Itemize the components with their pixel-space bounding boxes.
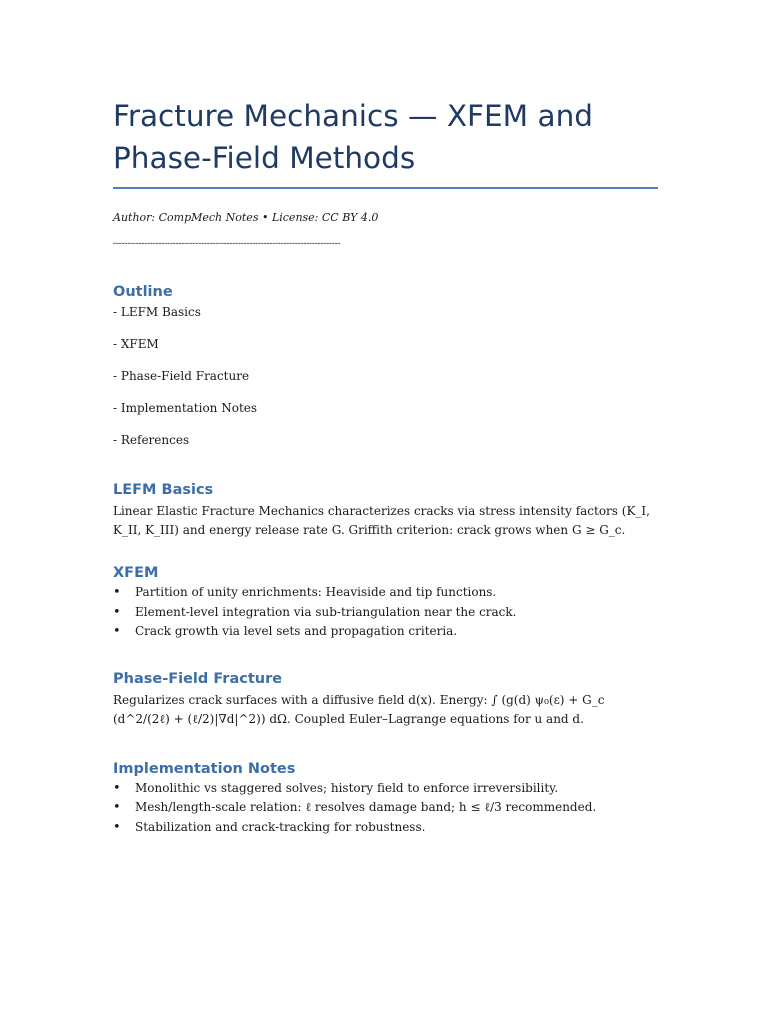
outline-item-phase-field: - Phase-Field Fracture (113, 369, 250, 383)
list-item: • Partition of unity enrichments: Heaviside and tip functions. (113, 583, 658, 603)
outline-list (113, 304, 658, 448)
list-item: • Stabilization and crack-tracking for robustness. (113, 818, 658, 838)
outline-item-implementation: - Implementation Notes (113, 401, 258, 415)
bullet-icon: • (113, 780, 121, 796)
lefm-paragraph: Linear Elastic Fracture Mechanics characterizes cracks via stress intensity factors (K_I, K_II, K_III) and energy release rate G. Griffith criterion: crack grows when G ≥ G_c. (113, 504, 650, 537)
outline-heading: Outline (113, 284, 173, 300)
bullet-icon: • (113, 604, 121, 620)
list-item: • Element-level integration via sub-triangulation near the crack. (113, 603, 658, 623)
bullet-icon: • (113, 585, 121, 600)
lefm-heading: LEFM Basics (113, 482, 214, 498)
author-license-line: Author: CompMech Notes • License: CC BY 4.0 (113, 211, 379, 224)
implementation-heading: Implementation Notes (113, 760, 296, 777)
bullet-icon: • (113, 800, 121, 815)
outline-item-references: - References (113, 433, 190, 447)
list-item: • Crack growth via level sets and propagation criteria. (113, 622, 658, 642)
outline-item-lefm: - LEFM Basics (113, 305, 201, 319)
phase-field-paragraph: Regularizes crack surfaces with a diffusive field d(x). Energy: ∫ (g(d) ψ₀(ε) + G_c (d^2/(2ℓ) + (ℓ/2)|∇d|^2)) dΩ. Coupled Euler–Lagrange equations for u and d. (113, 692, 605, 726)
text-divider: -------------------------------------------------------------------------------- (113, 239, 341, 249)
implementation-bullet-list (113, 779, 658, 838)
list-item: • Mesh/length-scale relation: ℓ resolves damage band; h ≤ ℓ/3 recommended. (113, 798, 658, 818)
list-item: • Monolithic vs staggered solves; history field to enforce irreversibility. (113, 779, 658, 799)
document-page (113, 95, 658, 837)
phase-field-heading: Phase-Field Fracture (113, 670, 283, 687)
bullet-icon: • (113, 624, 121, 639)
bullet-icon: • (113, 819, 121, 835)
xfem-heading: XFEM (113, 565, 159, 581)
xfem-bullet-list (113, 583, 658, 642)
page-title: Fracture Mechanics — XFEM and Phase-Field Methods (113, 95, 658, 189)
outline-item-xfem: - XFEM (113, 337, 159, 351)
